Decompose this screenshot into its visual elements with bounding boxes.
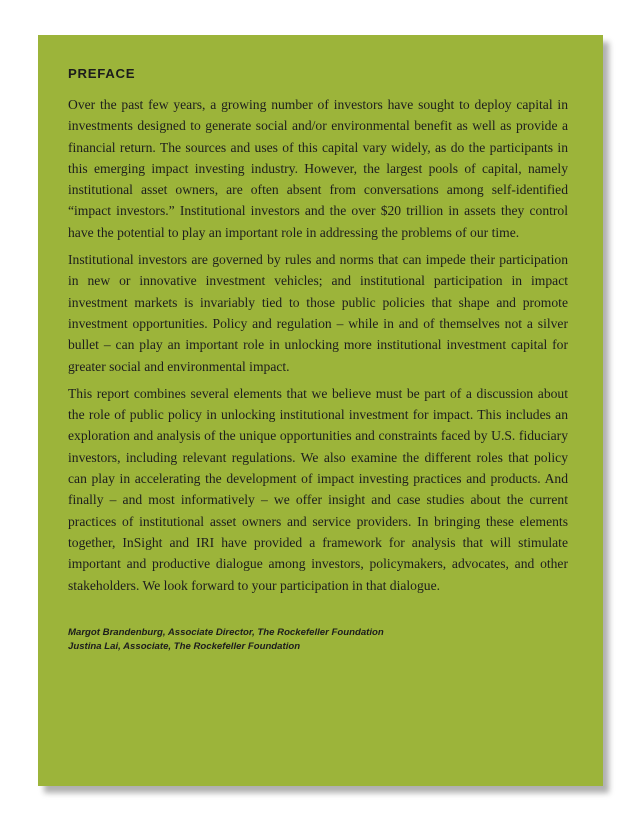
preface-panel	[38, 35, 603, 786]
paragraph-3: This report combines several elements that we believe must be part of a discussion about the role of public policy in unlocking institutional investment for impact. This includes an exploration and analysis of the unique opportunities and constraints faced by U.S. fiduciary investors, including relevant regulations. We also examine the different roles that policy can play in accelerating the development of impact investing practices and products. And finally – and most informatively – we offer insight and case studies about the current practices of institutional asset owners and service providers. In bringing these elements together, InSight and IRI have provided a framework for analysis that will stimulate important and productive dialogue among investors, policymakers, advocates, and other stakeholders. We look forward to your participation in that dialogue.	[68, 385, 568, 593]
signature-line-1: Margot Brandenburg, Associate Director, The Rockefeller Foundation	[68, 626, 384, 638]
signature-line-2: Justina Lai, Associate, The Rockefeller Foundation	[68, 640, 301, 652]
signature-block	[68, 626, 568, 654]
paragraph-1: Over the past few years, a growing number of investors have sought to deploy capital in investments designed to generate social and/or environmental benefit as well as provide a financial return. The sources and uses of this capital vary widely, as do the participants in this emerging impact investing industry. However, the largest pools of capital, namely institutional asset owners, are often absent from conversations among self-identified “impact investors.” Institutional investors and the over $20 trillion in assets they control have the potential to play an important role in addressing the problems of our time.	[68, 97, 568, 240]
paragraph-2: Institutional investors are governed by rules and norms that can impede their participation in new or innovative investment vehicles; and institutional participation in impact investment markets is invariably tied to those public policies that shape and promote investment opportunities. Policy and regulation – while in and of themselves not a silver bullet – can play an important role in unlocking more institutional investment capital for greater social and environmental impact.	[68, 252, 568, 374]
page-title: PREFACE	[68, 66, 136, 81]
